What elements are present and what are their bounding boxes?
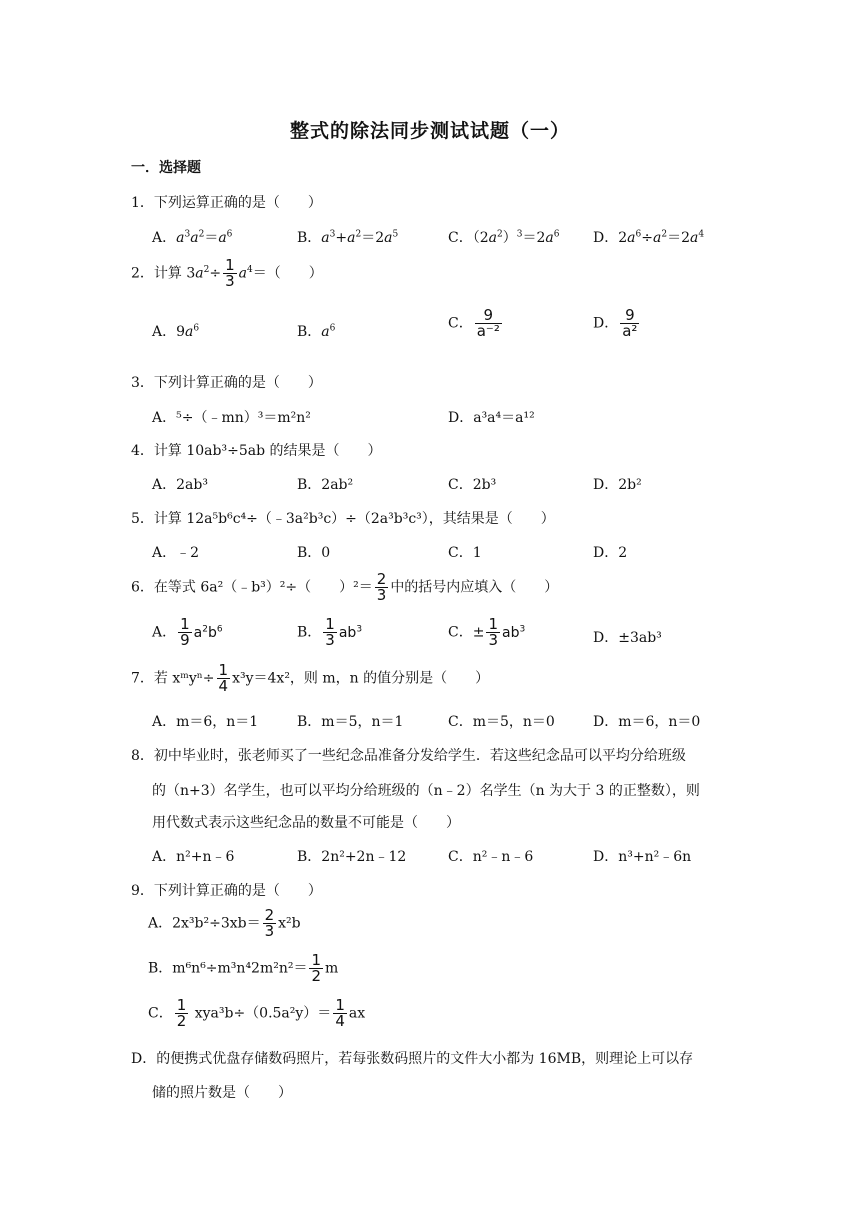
q8-option-d[interactable]: D．n³+n²﹣6n xyxy=(593,849,692,865)
question-1-stem: 1．下列运算正确的是（ ） xyxy=(131,195,322,211)
question-8-stem-line-2: 的（n+3）名学生，也可以平均分给班级的（n﹣2）名学生（n 为大于 3 的正整数），则 xyxy=(152,783,700,799)
question-8-stem-line-1: 8．初中毕业时，张老师买了一些纪念品准备分发给学生．若这些纪念品可以平均分给班级 xyxy=(131,748,686,764)
q8-option-c[interactable]: C．n²﹣n﹣6 xyxy=(448,849,534,865)
q1-option-a[interactable]: A．$a^3a^2=a^6$ xyxy=(152,229,233,246)
q2-option-a[interactable]: A．$9a^6$ xyxy=(152,323,200,340)
q1-option-c[interactable]: C．$(2a^2)^3=2a^6$ xyxy=(448,229,560,246)
q8-option-a[interactable]: A．n²+n﹣6 xyxy=(152,849,235,865)
page-title: 整式的除法同步测试试题（一） xyxy=(289,120,570,142)
question-8-stem-line-3: 用代数式表示这些纪念品的数量不可能是（ ） xyxy=(152,815,460,831)
q5-option-b[interactable]: B．0 xyxy=(297,545,331,561)
q1-option-d[interactable]: D．$2a^6\div a^2=2a^4$ xyxy=(593,229,705,246)
question-4-stem: 4．计算 10ab³÷5ab 的结果是（ ） xyxy=(131,443,382,459)
q5-option-a[interactable]: A．﹣2 xyxy=(152,545,200,561)
q6-option-d[interactable]: D．±3ab³ xyxy=(593,630,662,646)
q2-option-c[interactable]: C． $\frac{9}{\text{a⁻²}}$ xyxy=(448,306,500,340)
q8-option-b[interactable]: B．2n²+2n﹣12 xyxy=(297,849,407,865)
fraction: $\frac{1}{3}$ xyxy=(225,256,235,290)
q5-option-d[interactable]: D．2 xyxy=(593,545,628,561)
fraction: $\frac{1}{3}$ xyxy=(325,615,335,649)
question-3-stem: 3．下列计算正确的是（ ） xyxy=(131,375,322,391)
question-d-line-1: D．的便携式优盘存储数码照片，若每张数码照片的文件大小都为 16MB，则理论上可以存 xyxy=(131,1051,694,1067)
section-heading: 一．选择题 xyxy=(131,160,201,176)
q6-option-a[interactable]: A． $\frac{1}{9}$ $a^2b^6$ xyxy=(152,615,223,649)
q6-option-c[interactable]: C．± $\frac{1}{3}$ $ab^3$ xyxy=(448,615,526,649)
q4-option-d[interactable]: D．2b² xyxy=(593,477,642,493)
fraction: $\frac{1}{3}$ xyxy=(488,615,498,649)
question-d-line-2: 储的照片数是（ ） xyxy=(152,1085,292,1101)
q3-option-d[interactable]: D．a³a⁴＝a¹² xyxy=(448,410,535,426)
q4-option-a[interactable]: A．2ab³ xyxy=(152,477,208,493)
fraction: $\frac{1}{4}$ xyxy=(335,996,345,1030)
fraction: $\frac{9}{\text{a⁻²}}$ xyxy=(476,306,500,340)
fraction: $\frac{1}{9}$ xyxy=(180,615,190,649)
q3-option-a[interactable]: A．⁵÷（﹣mn）³＝m²n² xyxy=(152,410,311,426)
q5-option-c[interactable]: C．1 xyxy=(448,545,482,561)
fraction: $\frac{1}{2}$ xyxy=(176,996,187,1030)
q9-option-c[interactable]: C． $\frac{1}{2}$ xya³b÷（0.5a²y）＝ $\frac{1}{4}$ ax xyxy=(148,996,366,1030)
fraction: $\frac{1}{4}$ xyxy=(218,661,229,695)
q4-option-b[interactable]: B．2ab² xyxy=(297,477,354,493)
q7-option-d[interactable]: D．m＝6，n＝0 xyxy=(593,714,701,730)
question-7-stem: 7．若 xᵐyⁿ÷ $\frac{1}{4}$ x³y＝4x²，则 m，n 的值分别是（ ） xyxy=(131,661,490,695)
question-2-stem: 2．计算 $3a^2\div$ $\frac{1}{3}$ $a^4=$（ ） xyxy=(131,256,323,290)
fraction: $\frac{1}{2}$ xyxy=(311,951,322,985)
fraction: $\frac{9}{\text{a²}}$ xyxy=(622,306,638,340)
question-6-stem: 6．在等式 6a²（﹣b³）²÷（ ）²＝ $\frac{2}{3}$ 中的括号内应填入（ ） xyxy=(131,570,559,604)
q2-option-b[interactable]: B．$a^6$ xyxy=(297,323,336,340)
fraction: $\frac{2}{3}$ xyxy=(264,906,275,940)
fraction: $\frac{2}{3}$ xyxy=(376,570,387,604)
q6-option-b[interactable]: B． $\frac{1}{3}$ $ab^3$ xyxy=(297,615,363,649)
question-9-stem: 9．下列计算正确的是（ ） xyxy=(131,883,322,899)
q2-option-d[interactable]: D． $\frac{9}{\text{a²}}$ xyxy=(593,306,638,340)
q7-option-a[interactable]: A．m＝6，n＝1 xyxy=(152,714,259,730)
q1-option-b[interactable]: B．$a^3+a^2=2a^5$ xyxy=(297,229,399,246)
q9-option-b[interactable]: B．m⁶n⁶÷m³n⁴2m²n²＝ $\frac{1}{2}$ m xyxy=(148,951,339,985)
q7-option-b[interactable]: B．m＝5，n＝1 xyxy=(297,714,404,730)
q7-option-c[interactable]: C．m＝5，n＝0 xyxy=(448,714,555,730)
q4-option-c[interactable]: C．2b³ xyxy=(448,477,497,493)
q9-option-a[interactable]: A．2x³b²÷3xb＝ $\frac{2}{3}$ x²b xyxy=(148,906,301,940)
question-5-stem: 5．计算 12a⁵b⁶c⁴÷（﹣3a²b³c）÷（2a³b³c³），其结果是（ ） xyxy=(131,511,555,527)
